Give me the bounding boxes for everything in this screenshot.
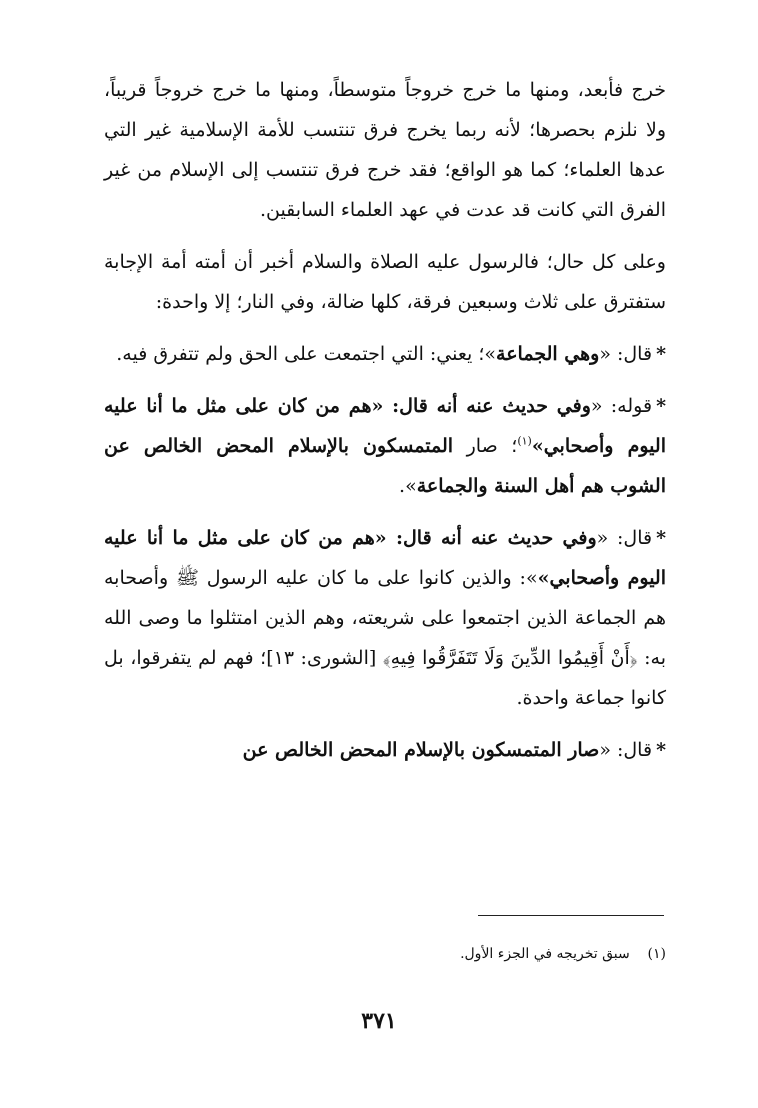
paragraph-3-lead: قال: « <box>599 343 653 365</box>
paragraph-3 <box>104 334 666 374</box>
paragraph-5-rest: »: والذين كانوا على ما كان عليه الرسول ﷺ وأصحابه هم الجماعة الذين اجتمعوا على شريعته، وهم الذين امتثلوا ما وصى الله به: <box>104 567 666 669</box>
paragraph-4-mid: ؛ صار <box>466 435 518 457</box>
quran-reference: [الشورى: ١٣] <box>266 647 377 669</box>
paragraph-6 <box>104 730 666 770</box>
paragraph-6-lead: قال: « <box>599 739 653 761</box>
asterisk-icon: * <box>656 343 666 365</box>
paragraph-1 <box>104 70 666 230</box>
paragraph-4-bold-1: وفي حديث عنه أنه قال: «هم من كان على مثل ما أنا عليه اليوم وأصحابي» <box>104 395 666 457</box>
footnote-text: سبق تخريجه في الجزء الأول. <box>460 946 630 962</box>
paragraph-5-lead: قال: « <box>596 527 653 549</box>
paragraph-5 <box>104 518 666 718</box>
asterisk-icon: * <box>656 739 666 761</box>
paragraph-2 <box>104 242 666 322</box>
asterisk-icon: * <box>656 395 666 417</box>
asterisk-icon: * <box>656 527 667 549</box>
footnote-marker: (١) <box>517 434 532 448</box>
paragraph-2-text: وعلى كل حال؛ فالرسول عليه الصلاة والسلام أخبر أن أمته أمة الإجابة ستفترق على ثلاث وسبعين فرقة، كلها ضالة، وفي النار؛ إلا واحدة: <box>104 251 666 313</box>
paragraph-4 <box>104 386 666 506</box>
footnote-divider <box>478 915 664 916</box>
paragraph-6-bold: صار المتمسكون بالإسلام المحض الخالص عن <box>242 739 600 761</box>
paragraph-4-end: ». <box>399 475 417 497</box>
paragraph-1-text: خرج فأبعد، ومنها ما خرج خروجاً متوسطاً، ومنها ما خرج خروجاً قريباً، ولا نلزم بحصرها؛ لأنه ربما يخرج فرق تنتسب للأمة الإسلامية غير التي عدها العلماء؛ كما هو الواقع؛ فقد خرج فرق تنتسب إلى الإسلام من غير الفرق التي كانت قد عدت في عهد العلماء السابقين. <box>104 79 666 221</box>
paragraph-4-bold-2: المتمسكون بالإسلام المحض الخالص عن الشوب هم أهل السنة والجماعة <box>104 435 666 497</box>
quran-verse: ﴿أَنْ أَقِيمُوا الدِّينَ وَلَا تَتَفَرَّقُوا فِيهِ﴾ <box>382 647 638 669</box>
main-text <box>104 70 666 770</box>
paragraph-5-end: ؛ فهم لم يتفرقوا، بل كانوا جماعة واحدة. <box>104 647 666 709</box>
page-number: ٣٧١ <box>361 1008 397 1034</box>
footnote-number: (١) <box>647 946 666 962</box>
paragraph-5-bold: وفي حديث عنه أنه قال: «هم من كان على مثل ما أنا عليه اليوم وأصحابي» <box>104 527 666 589</box>
paragraph-3-rest: »؛ يعني: التي اجتمعت على الحق ولم تتفرق فيه. <box>116 343 497 365</box>
paragraph-3-bold: وهي الجماعة <box>496 343 600 365</box>
footnote <box>106 942 666 966</box>
paragraph-4-lead: قوله: « <box>590 395 653 417</box>
